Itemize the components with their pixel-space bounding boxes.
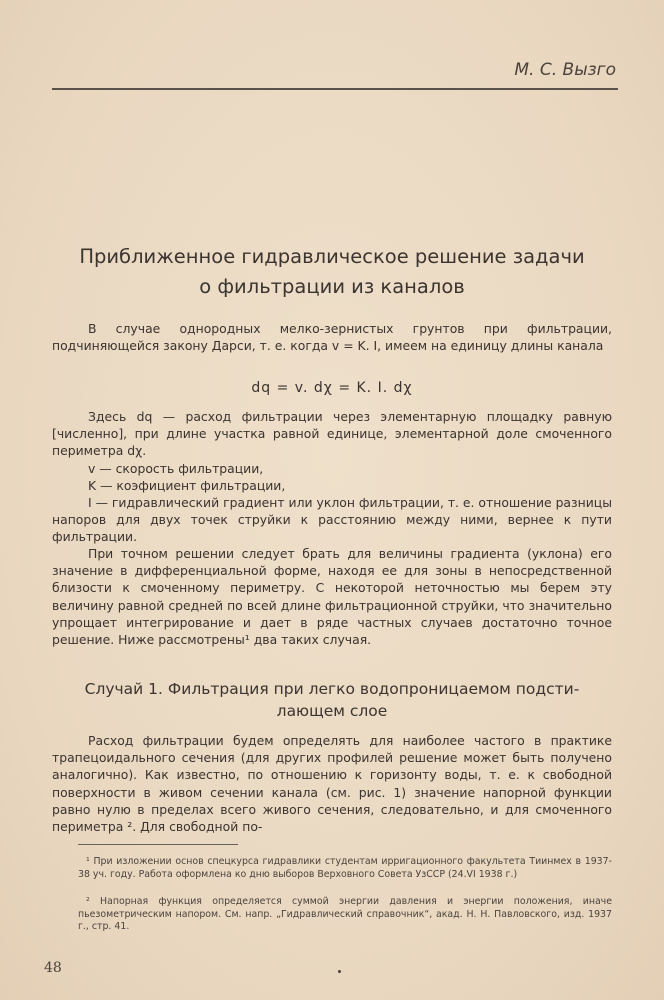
title-line-1: Приближенное гидравлическое решение задачи [79, 245, 585, 268]
footnote-2: ² Напорная функция определяется суммой энергии давления и энергии положения, иначе пьезометрическим напором. См. напр. „Гидравлический справочник“, акад. Н. Н. Павловского, изд. 1937 г., стр. 41. [78, 896, 612, 932]
footnote-1: ¹ При изложении основ спецкурса гидравлики студентам ирригационного факультета Тиинмех в 1937-38 уч. году. Работа оформлена ко дню выборов Верховного Совета УзССР (24.VI 1938 г.) [78, 856, 612, 880]
title-line-2: о фильтрации из каналов [199, 275, 465, 298]
case-1-heading [40, 678, 624, 722]
definition-v: v — скорость фильтрации, [88, 461, 264, 476]
formula: dq = v. dχ = K. I. dχ [251, 380, 413, 396]
author-name: М. С. Вызго [514, 60, 616, 80]
header-rule [52, 88, 618, 90]
definition-k: K — коэфициент фильтрации, [88, 478, 286, 493]
definition-here: Здесь dq — расход фильтрации через элементарную площадку равную [численно], при длине участка равной единице, элементарной доле смоченного периметра dχ. [52, 409, 612, 459]
intro-paragraph: В случае однородных мелко-зернистых грунтов при фильтрации, подчиняющейся закону Дарси, т. е. когда v = K. I, имеем на единицу длины канала [52, 321, 612, 354]
definition-i: I — гидравлический градиент или уклон фильтрации, т. е. отношение разницы напоров для двух точек струйки к расстоянию между ними, вернее к пути фильтрации. [52, 495, 612, 545]
page-number: 48 [44, 960, 62, 976]
print-mark [338, 970, 341, 973]
paragraph-3: Расход фильтрации будем определять для наиболее частого в практике трапецоидального сечения (для других профилей решение может быть получено аналогично). Как известно, по отношению к горизонту воды, т. е. к свободной поверхности в живом сечении канала (см. рис. 1) значение напорной функции равно нулю в пределах всего живого сечения, следовательно, и для смоченного периметра ². Для свободной по- [52, 733, 612, 835]
case-heading-line-1: Случай 1. Фильтрация при легко водопроницаемом подсти- [84, 680, 580, 698]
article-title [40, 242, 624, 302]
paragraph-2: При точном решении следует брать для величины градиента (уклона) его значение в дифференциальной форме, находя ее для зоны в непосредственной близости к смоченному периметру. С некоторой неточностью мы берем эту величину равной средней по всей длине фильтрационной струйки, что значительно упрощает интегрирование и дает в ряде частных случаев достаточно точное решение. Ниже рассмотрены¹ два таких случая. [52, 546, 612, 648]
footnote-rule [78, 844, 238, 845]
case-heading-line-2: лающем слое [276, 702, 388, 720]
